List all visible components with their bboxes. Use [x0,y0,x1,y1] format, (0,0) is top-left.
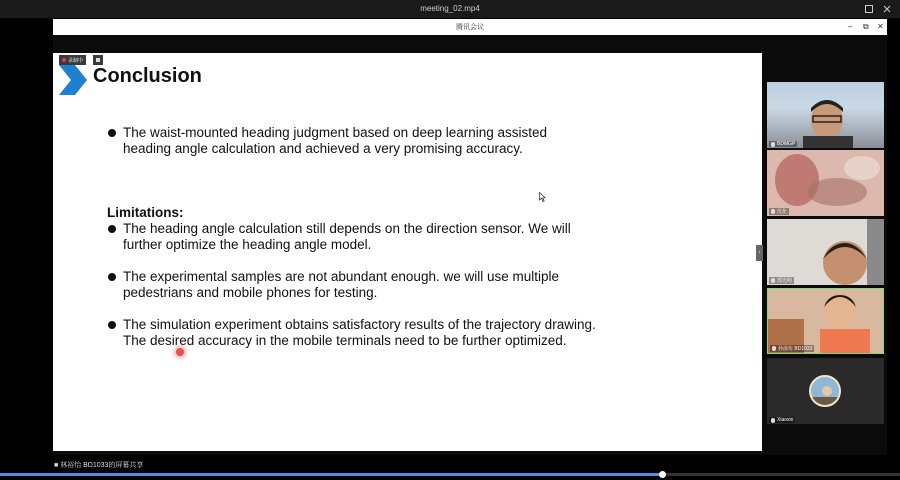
meeting-window-title: 腾讯会议 [456,24,484,31]
title-chevron-icon [59,63,89,97]
participant-name: Xiaoxin [777,417,794,423]
participant-name-tag [769,417,795,423]
participant-tile[interactable] [767,82,884,148]
bullet-icon [108,273,116,281]
meeting-titlebar [53,19,887,35]
bullet-line: The heading angle calculation still depends on the direction sensor. We will [123,221,571,236]
limitations-label: Limitations: [107,205,184,220]
screen-share-label: 林裕怡 BD1033的屏幕共享 [60,462,144,469]
close-icon[interactable] [882,4,892,14]
window-toggle-icon[interactable] [864,4,874,14]
shared-slide [53,53,762,451]
participant-tile[interactable] [767,219,884,285]
microphone-icon [771,142,775,147]
participant-video [767,82,884,148]
participant-name: 沈化 [777,209,788,215]
participant-panel [766,35,887,455]
recording-badge-label: 录制中 [68,57,84,64]
expand-panel-button[interactable]: › [756,245,763,261]
playback-scrubber-handle[interactable] [659,471,666,478]
limitation-bullet-text [123,269,559,301]
participant-name: 孙滋珩 BD1033 [778,346,813,352]
participant-name-tag [769,277,794,284]
close-icon[interactable]: ✕ [877,22,884,31]
participant-name-tag [769,208,789,215]
screen-share-icon: ■ [54,462,59,469]
laser-pointer-icon [176,348,184,356]
microphone-icon [771,418,775,423]
mouse-cursor-icon [539,192,546,202]
bullet-icon [108,129,116,137]
stop-recording-button[interactable] [93,55,103,65]
player-titlebar [0,0,900,18]
microphone-icon [771,278,775,283]
participant-name-tag [769,141,797,147]
player-title: meeting_02.mp4 [420,4,480,13]
participant-name: 郑光明 [777,278,793,284]
bullet-line: The waist-mounted heading judgment based on deep learning assisted [123,125,548,140]
participant-video [767,219,884,285]
microphone-icon [771,209,775,214]
limitation-bullet-text [123,317,596,349]
bullet-line: further optimize the heading angle model. [123,237,372,252]
bullet-icon [108,321,116,329]
avatar-image [811,377,841,407]
bullet-icon [108,225,116,233]
participant-tile[interactable] [767,288,884,354]
minimize-icon[interactable]: – [848,22,853,31]
participant-name-tag [770,345,814,352]
conclusion-bullet-text [123,125,547,157]
playback-progress-bar[interactable] [0,473,900,476]
restore-icon[interactable]: ⧉ [863,22,869,31]
bullet-line: The experimental samples are not abundant enough. we will use multiple [123,269,560,284]
bullet-line: The desired accuracy in the mobile terminals need to be further optimized. [123,333,567,348]
participant-tile[interactable] [767,150,884,216]
limitation-bullet-text [123,221,571,253]
participant-video [767,150,884,216]
bullet-line: The simulation experiment obtains satisfactory results of the trajectory drawing. [123,317,596,332]
avatar [809,375,841,407]
bullet-line: pedestrians and mobile phones for testing. [123,285,378,300]
recording-dot-icon [62,58,66,62]
participant-name: BDMGP [777,141,796,147]
playback-progress-fill [0,473,662,476]
slide-title: Conclusion [93,65,202,87]
microphone-icon [772,346,776,351]
screen-share-status [54,460,143,470]
participant-tile[interactable] [767,358,884,424]
bullet-line: heading angle calculation and achieved a very promising accuracy. [123,141,523,156]
